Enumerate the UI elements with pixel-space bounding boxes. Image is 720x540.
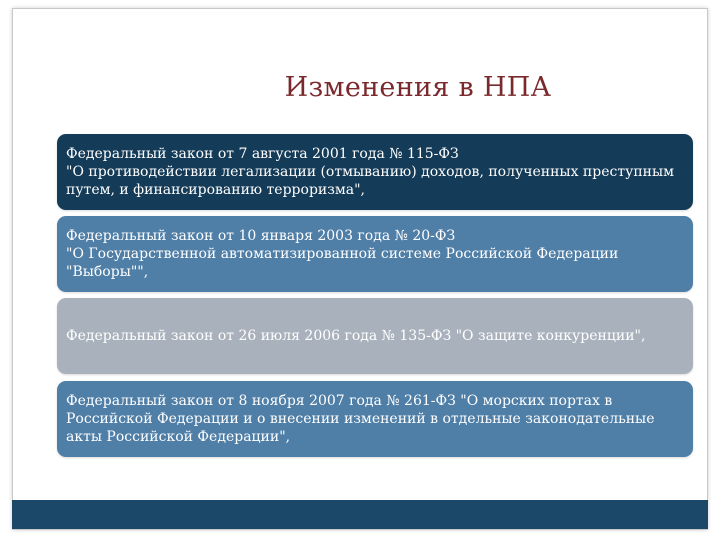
law-item-4-text: Федеральный закон от 8 ноября 2007 года № 261-ФЗ "О морских портах в Российской Федерации и о внесении изменений в отдельные законодательные акты Российской Федерации", [66,393,655,445]
slide-title: Изменения в НПА [284,72,552,103]
law-item-1 [57,134,693,210]
law-item-2-text: Федеральный закон от 10 января 2003 года № 20-ФЗ "О Государственной автоматизированной системе Российской Федерации "Выборы"", [66,228,619,280]
law-item-3-text: Федеральный закон от 26 июля 2006 года № 135-ФЗ "О защите конкуренции", [66,328,646,344]
footer-bar [12,500,708,529]
law-item-4 [57,381,693,457]
law-item-3 [57,298,693,374]
law-item-1-text: Федеральный закон от 7 августа 2001 года № 115-ФЗ "О противодействии легализации (отмыванию) доходов, полученных преступным путем, и финансированию терроризма", [66,146,675,198]
law-item-2 [57,216,693,292]
